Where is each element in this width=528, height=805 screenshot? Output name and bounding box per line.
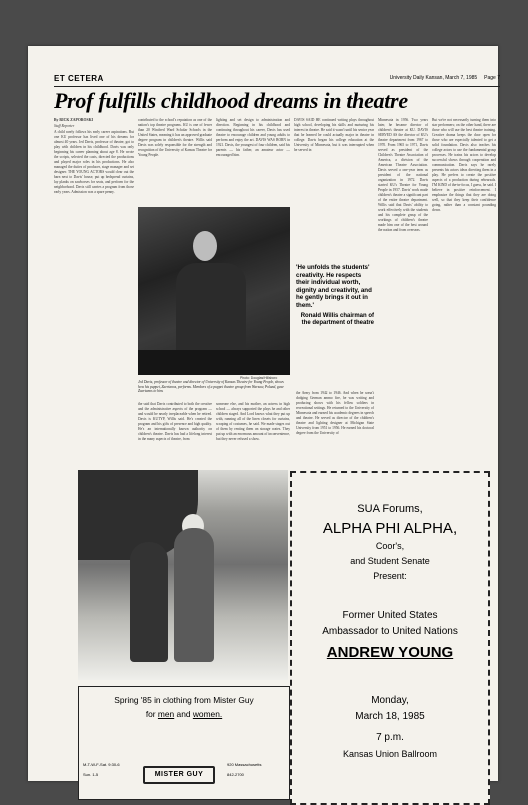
section-name: ET CETERA (54, 74, 104, 83)
article-column-6 (432, 118, 496, 458)
pull-quote (296, 264, 374, 327)
article-text: lighting and set design to administration and direction. Beginning in his childhood and continuing throughout his career, Davis has used theatre to encourage children and young adults to perform and enjoy the art. DAVIS WAS BORN in 1921. Davis, the youngest of four children, said his parents — his father, an amateur actor — encouraged him. (216, 118, 290, 157)
clothing-advertisement (78, 686, 290, 800)
folio-info (390, 75, 500, 81)
article-text: the said that Davis contributed to both the creative and the administrative aspects of the program — and would be nearly irreplaceable when he retired. Davis is KUTYP, Willis said. He's created the program and his gifts of presence and high quality. He's an internationally known authority on children's theatre. Davis has had a lifelong interest in the many aspects of theatre, from (138, 402, 212, 441)
speaker-name: ANDREW YOUNG (326, 644, 454, 661)
article-column-4 (294, 118, 374, 258)
store-hours: M-T-W-F-Sat. 9:30-6 Sun. 1-5 (83, 762, 120, 777)
article-column-8 (138, 402, 212, 462)
ad-subline: for men and women. (145, 709, 223, 719)
store-address: 920 Massachusetts 842-2700 (227, 762, 262, 777)
pull-quote-text: 'He unfolds the students' creativity. He respects their individual worth, dignity and creativity, and he gently brings it out in them.' (296, 264, 372, 309)
ad-headline: Spring '85 in clothing from Mister Guy (114, 695, 254, 705)
article-text: the Army from 1942 to 1946. And when he wasn't dodging German ammo fire, he was writing and producing shows with his fellow soldiers in recreational settings. He returned to the University of Minnesota and earned his academic degrees in speech and theatre. He served as director of the children's theatre and lighting designer at Michigan State University from 1951 to 1956. He earned his doctoral degree from the University of (296, 391, 374, 435)
event-time: 7 p.m. (376, 732, 404, 743)
newspaper-page (28, 46, 498, 781)
article-column-2 (138, 118, 212, 204)
byline: By RICK ZAPOROSKI (54, 118, 94, 122)
present-text: Present: (373, 571, 407, 581)
sponsor-2: ALPHA PHI ALPHA, (322, 520, 458, 537)
article-text: DAVIS SAID HE continued writing plays throughout high school, developing his skills and nurturing his interest in theatre. He said it wasn't until his senior year that he learned he could actually major in theatre in college. Davis began his college education at the University of Minnesota, but it was interrupted when he served in (294, 118, 374, 152)
event-place: Kansas Union Ballroom (342, 749, 438, 759)
folio-bar (54, 74, 500, 87)
paper-date: University Daily Kansan, March 7, 1985 (389, 75, 478, 81)
speaker-title-1: Former United States (342, 610, 438, 621)
photo-credit: Photo: Douglas/Hillsboro (240, 376, 278, 380)
speaker-title-2: Ambassador to United Nations (322, 626, 458, 637)
store-logo: MISTER GUY (143, 766, 215, 784)
event-date: March 18, 1985 (355, 711, 425, 722)
article-text: contributed to the school's reputation as one of the nation's top theatre programs. KU is one of fewer than 20 Winifred Ward Scholar Schools in the United States, meaning it has an approved graduate degree program in children's theatre. Willis said Davis was solely responsible for the strength and recognition of the University of Kansas Theatre for Young People. (138, 118, 212, 157)
sponsor-4: and Student Senate (350, 556, 430, 566)
article-text: someone else, and his mother, an actress in high school — always supported the plays he and other children staged. And Lord knows what they put up with, running all of the linen closets for curtains, scraping of costumes, he said. We made stages out of them by renting them on storage crates. They put up with an enormous amount of inconvenience, but they never refused a show. (216, 402, 290, 441)
article-text: But we're not necessarily turning them into star performers; on the other hand, there are those who will use the best theatre training. Creative drama keeps the door open for those who are especially talented to get a solid foundation. Davis also teaches his college actors to use the fundamental group processes. He trains his actors to develop successful shows through cooperation and communication. Davis says he rarely presents his actors ideas directing them in a play. He prefers to create the positive aspects of a production during rehearsals. I'M KIND of the-in-focus, I guess, he said. I believe in positive reinforcement. I emphasize the things that they are doing well, so that they keep their confidence going, rather than a constant pounding down. (432, 118, 496, 212)
ad-women: women. (192, 709, 223, 719)
clothing-ad-photo (78, 470, 288, 680)
professor-photo (138, 207, 290, 375)
article-text: A child rarely follows his early career aspirations. But one KU professor has lived one of his dreams for almost 40 years. Jed Davis, professor of theatre, got to play with children in his childhood. Davis was only beginning his career planning about age 8. He wrote the scripts, selected the casts, directed the productions and played major roles in his productions. He also managed the duties of producer, stage manager and set designer. THE YOUNG ACTORS would clear out the barn next to Davis' house, put up bedspread curtains, lay planks on sawhorses for seats, and perform for the neighborhood. Davis still carries a program from those early years. Admission was a spare penny. (54, 130, 134, 194)
article-column-3 (216, 118, 290, 204)
article-text: Minnesota in 1956. Two years later, he became director of children's theatre at KU. DAVIS SERVED AS the director of KU's theatre department from 1967 to 1970. From 1965 to 1971, Davis served as president of the Children's Theatre Association of America, a division of the American Theatre Association. Davis served a one-year term as president of the national organization in 1972. Davis started KU's Theatre for Young People in 1957. Davis' work made children's theatre a significant part of the entire theatre department. Willis said that Davis' ability to work effectively with the students and his complete grasp of the workings of children's theatre made him one of the best around the nation and from overseas. (378, 118, 428, 232)
photo-caption: Jed Davis, professor of theatre and director of University of Kansas Theatre for Young People, shows how his puppet, Zaertanos, performs. Members of a puppet theatre group from Warsaw, Poland, gave Zaertanos to him. (138, 380, 284, 394)
sponsor-3: Coor's, (375, 541, 405, 551)
sponsor-1: SUA Forums, (357, 503, 423, 515)
page-number: Page 7 (484, 75, 500, 81)
article-column-1 (54, 118, 134, 508)
event-day: Monday, (371, 695, 409, 706)
article-column-9 (216, 402, 290, 462)
article-column-7 (296, 391, 374, 461)
headline: Prof fulfills childhood dreams in theatre (54, 88, 408, 113)
byline-role: Staff Reporter (54, 124, 75, 128)
pull-quote-attribution: Ronald Willis chairman of the department of theatre (300, 312, 374, 326)
ad-men: men (157, 709, 175, 719)
event-advertisement (290, 471, 490, 805)
article-column-5 (378, 118, 428, 458)
